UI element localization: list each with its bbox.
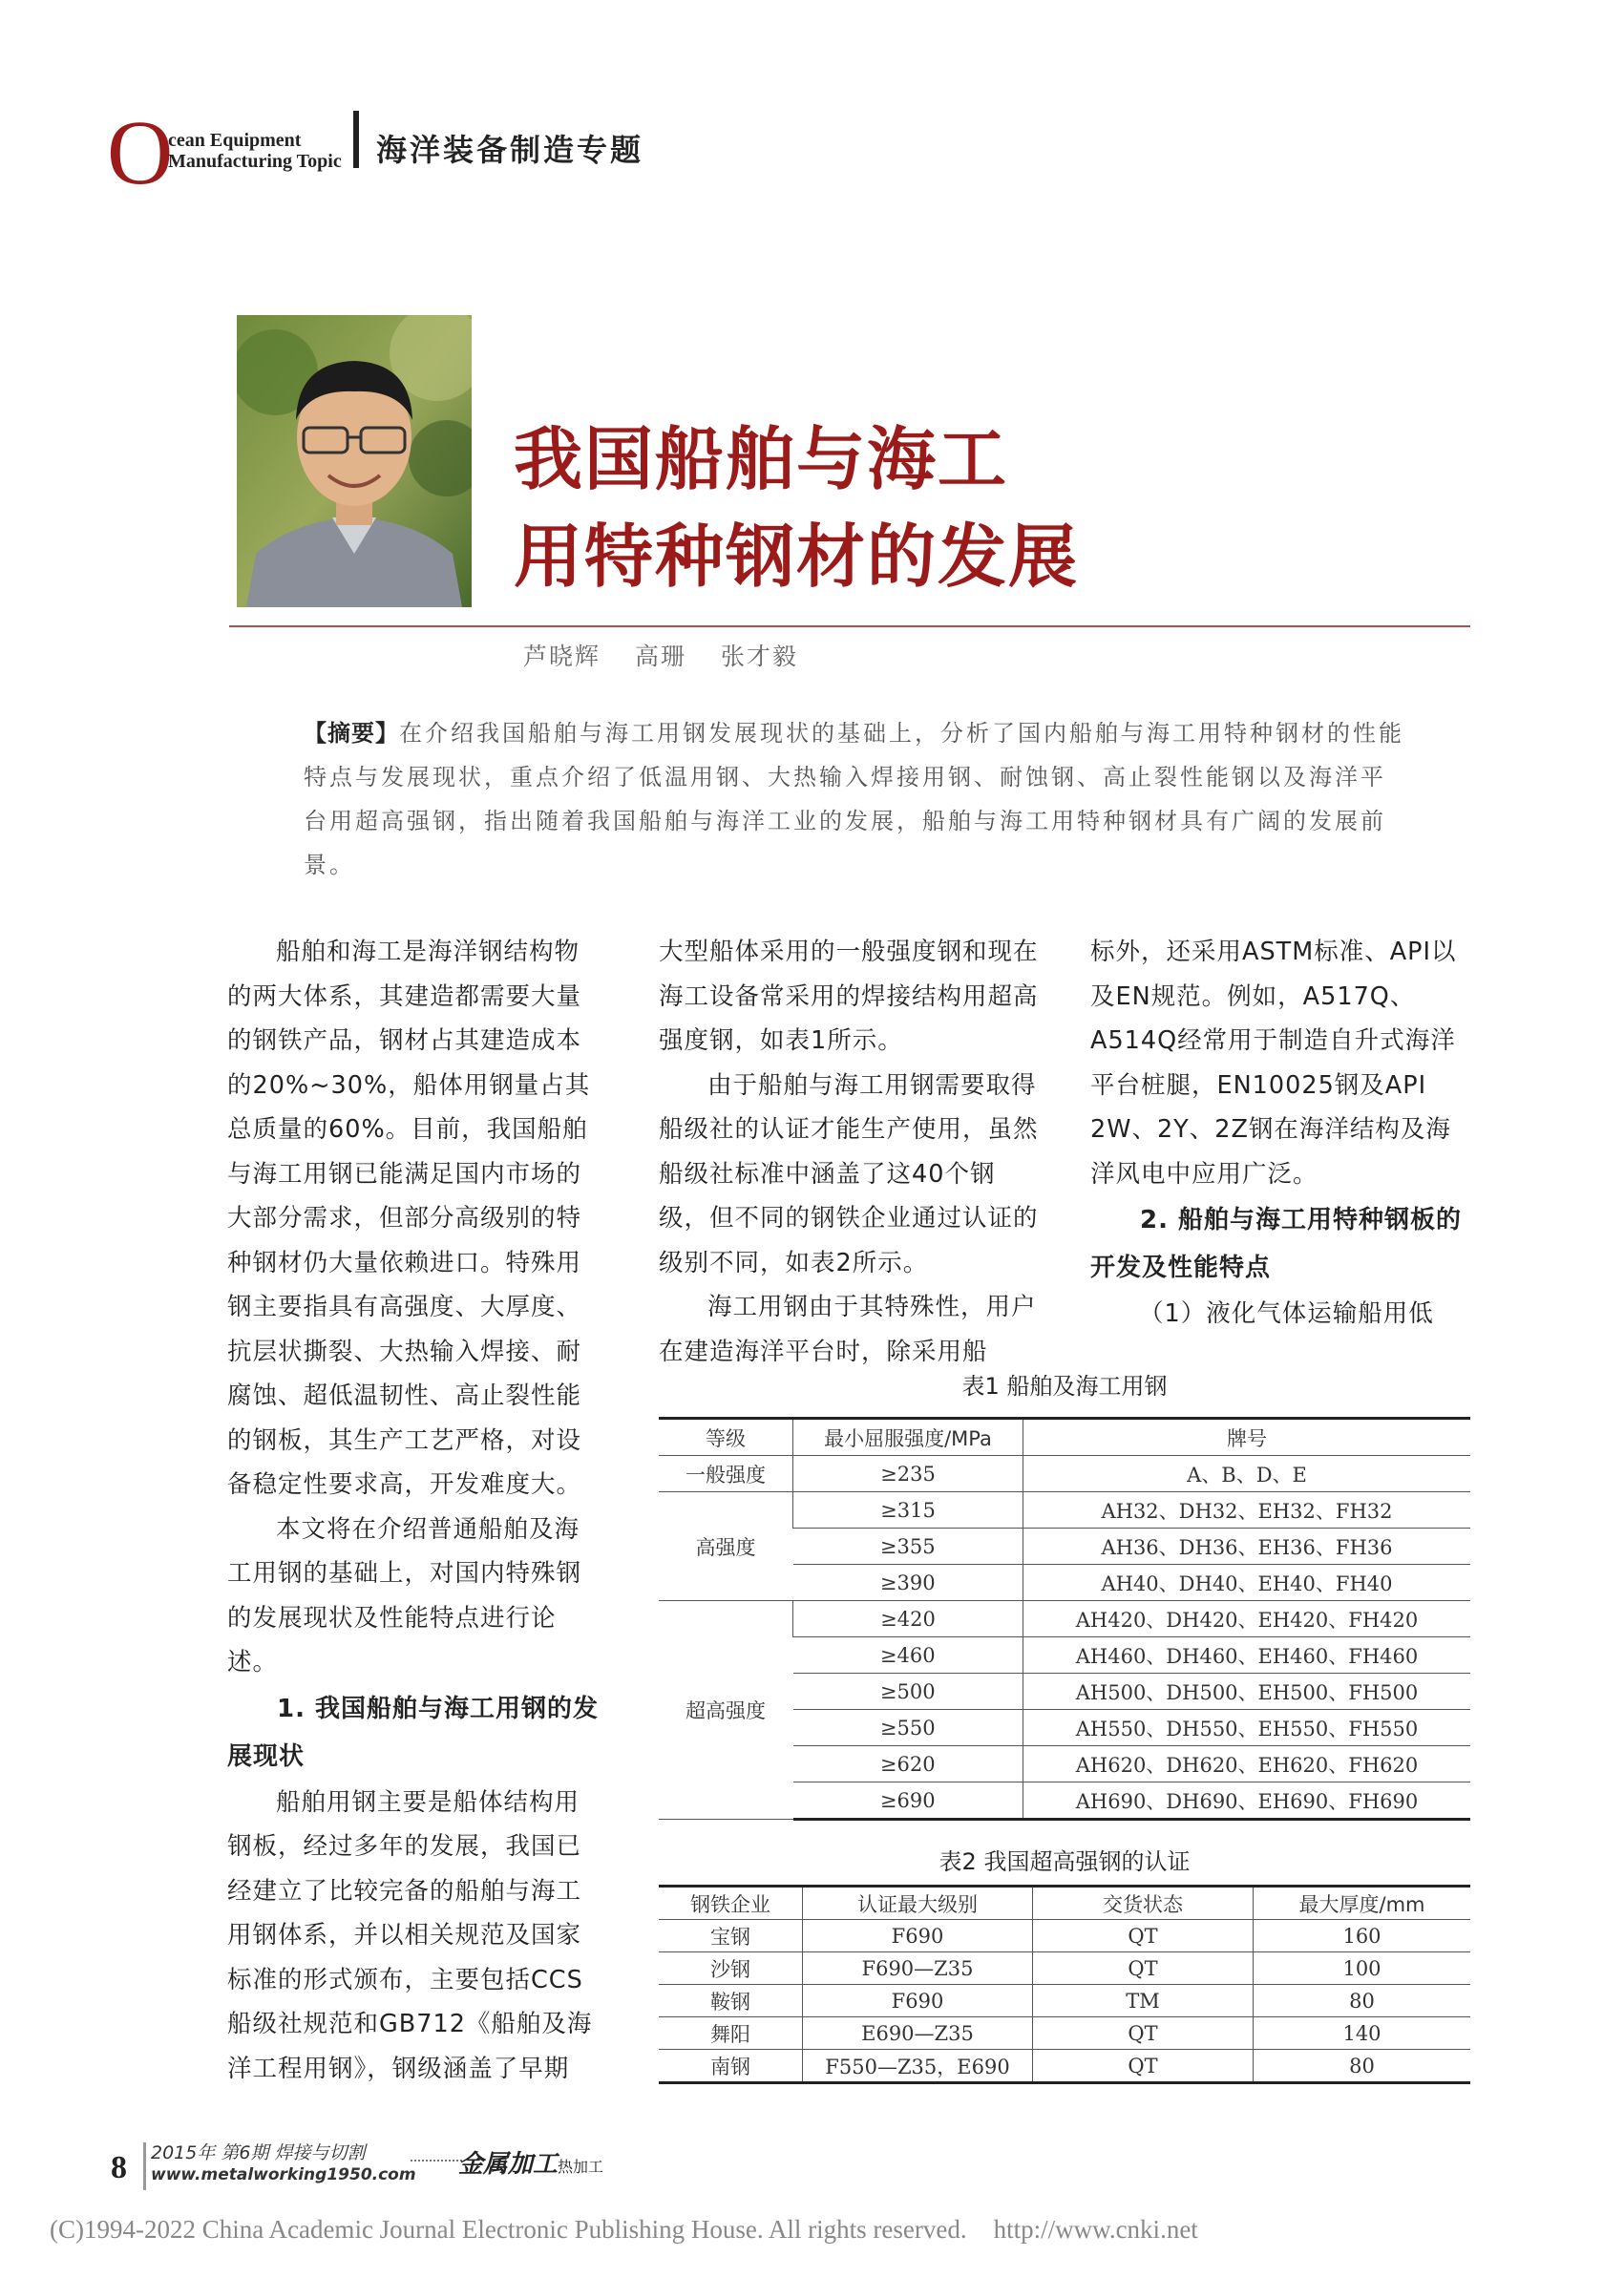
topic-english-line2: Manufacturing Topic xyxy=(168,151,342,172)
table2-state: TM xyxy=(1033,1985,1254,2017)
topic-english-line1: cean Equipment xyxy=(168,130,302,151)
column-3 xyxy=(1090,930,1470,1337)
footer-url: www.metalworking1950.com xyxy=(151,2165,416,2184)
table1-brand: AH32、DH32、EH32、FH32 xyxy=(1023,1492,1471,1529)
table1-strength: ≥550 xyxy=(793,1710,1023,1746)
table2-state: QT xyxy=(1033,2050,1254,2083)
table1-strength: ≥500 xyxy=(793,1674,1023,1710)
table1-brand: AH500、DH500、EH500、FH500 xyxy=(1023,1674,1471,1710)
paragraph-lng: （1）液化气体运输船用低 xyxy=(1139,1299,1434,1328)
table1-brand: AH36、DH36、EH36、FH36 xyxy=(1023,1529,1471,1565)
table-row xyxy=(659,1952,1470,1985)
table-row xyxy=(659,1920,1470,1952)
table2-state: QT xyxy=(1033,1920,1254,1952)
table2-grade: F550—Z35，E690 xyxy=(803,2050,1033,2083)
table1-brand: AH40、DH40、EH40、FH40 xyxy=(1023,1565,1471,1601)
table2-state: QT xyxy=(1033,1952,1254,1985)
table1-header-brand: 牌号 xyxy=(1023,1419,1471,1456)
table2-thickness: 80 xyxy=(1254,2050,1471,2083)
logo-letter: O xyxy=(107,101,174,203)
paragraph-offshore: 海工用钢由于其特殊性，用户在建造海洋平台时，除采用船 xyxy=(659,1293,1037,1366)
table-1 xyxy=(659,1417,1470,1821)
paragraph-intro: 船舶和海工是海洋钢结构物的两大体系，其建造都需要大量的钢铁产品，钢材占其建造成本的20%~30%，船体用钢量占其总质量的60%。目前，我国船舶与海工用钢已能满足国内市场的大部分需求，但部分高级别的特种钢材仍大量依赖进口。特殊用钢主要指具有高强度、大厚度、抗层状撕裂、大热输入焊接、耐腐蚀、超低温韧性、高止裂性能的钢板，其生产工艺严格，对设备稳定性要求高，开发难度大。 xyxy=(227,938,591,1499)
table1-strength: ≥315 xyxy=(793,1492,1023,1529)
table1-strength: ≥420 xyxy=(793,1601,1023,1637)
copyright-text: (C)1994-2022 China Academic Journal Electronic Publishing House. All rights reserved. xyxy=(50,2215,967,2244)
section-heading-2: 2. 船舶与海工用特种钢板的开发及性能特点 xyxy=(1090,1206,1463,1282)
table2-thickness: 160 xyxy=(1254,1920,1471,1952)
authors: 芦晓辉 高珊 张才毅 xyxy=(523,643,798,670)
table2-company: 宝钢 xyxy=(659,1920,803,1952)
abstract-text: 在介绍我国船舶与海工用钢发展现状的基础上，分析了国内船舶与海工用特种钢材的性能特点与发展现状，重点介绍了低温用钢、大热输入焊接用钢、耐蚀钢、高止裂性能钢以及海洋平台用超高强钢，指出随着我国船舶与海洋工业的发展，船舶与海工用特种钢材具有广阔的发展前景。 xyxy=(304,720,1404,878)
table2-caption: 表2 我国超高强钢的认证 xyxy=(939,1848,1191,1875)
table1-brand: A、B、D、E xyxy=(1023,1456,1471,1492)
table2-header-state: 交货状态 xyxy=(1033,1887,1254,1920)
abstract-label: 【摘要】 xyxy=(304,720,399,747)
table1-brand: AH620、DH620、EH620、FH620 xyxy=(1023,1746,1471,1782)
title-rule xyxy=(229,625,1470,627)
table1-strength: ≥620 xyxy=(793,1746,1023,1782)
table1-brand: AH420、DH420、EH420、FH420 xyxy=(1023,1601,1471,1637)
table2-thickness: 140 xyxy=(1254,2017,1471,2050)
copyright xyxy=(50,2215,1198,2245)
topic-english xyxy=(168,130,342,172)
topic-chinese: 海洋装备制造专题 xyxy=(376,132,644,168)
paragraph-ship-steel-cont: 大型船体采用的一般强度钢和现在海工设备常采用的焊接结构用超高强度钢，如表1所示。 xyxy=(659,938,1039,1055)
journal-logo-sub: 热加工 xyxy=(558,2158,604,2176)
table1-strength: ≥235 xyxy=(793,1456,1023,1492)
table2-grade: E690—Z35 xyxy=(803,2017,1033,2050)
column-2 xyxy=(659,930,1041,1374)
table1-header-grade: 等级 xyxy=(659,1419,793,1456)
paragraph-certification: 由于船舶与海工用钢需要取得船级社的认证才能生产使用，虽然船级社标准中涵盖了这40个钢级，但不同的钢铁企业通过认证的级别不同，如表2所示。 xyxy=(659,1070,1039,1277)
table1-grade: 一般强度 xyxy=(659,1456,793,1492)
footer-dots xyxy=(411,2160,462,2162)
table1-strength: ≥390 xyxy=(793,1565,1023,1601)
table1-brand: AH690、DH690、EH690、FH690 xyxy=(1023,1782,1471,1820)
header-divider xyxy=(353,111,359,168)
paragraph-offshore-cont: 标外，还采用ASTM标准、API以及EN规范。例如，A517Q、A514Q经常用于制造自升式海洋平台桩腿，EN10025钢及API 2W、2Y、2Z钢在海洋结构及海洋风电中应用广泛。 xyxy=(1090,938,1457,1189)
table-2 xyxy=(659,1885,1470,2084)
table1-grade: 高强度 xyxy=(659,1492,793,1601)
table1-strength: ≥355 xyxy=(793,1529,1023,1565)
table1-header-strength: 最小屈服强度/MPa xyxy=(793,1419,1023,1456)
table2-company: 鞍钢 xyxy=(659,1985,803,2017)
table2-thickness: 100 xyxy=(1254,1952,1471,1985)
paragraph-outline: 本文将在介绍普通船舶及海工用钢的基础上，对国内特殊钢的发展现状及性能特点进行论述。 xyxy=(227,1514,582,1677)
table2-grade: F690—Z35 xyxy=(803,1952,1033,1985)
table1-brand: AH460、DH460、EH460、FH460 xyxy=(1023,1637,1471,1674)
footer-issue: 2015年 第6期 焊接与切割 xyxy=(151,2142,366,2163)
table1-strength: ≥460 xyxy=(793,1637,1023,1674)
table2-grade: F690 xyxy=(803,1985,1033,2017)
table1-caption: 表1 船舶及海工用钢 xyxy=(961,1373,1168,1400)
table2-grade: F690 xyxy=(803,1920,1033,1952)
column-1 xyxy=(227,930,601,2091)
table1-header-row xyxy=(659,1419,1470,1456)
footer-divider xyxy=(143,2142,146,2190)
paragraph-ship-steel: 船舶用钢主要是船体结构用钢板，经过多年的发展，我国已经建立了比较完备的船舶与海工用钢体系，并以相关规范及国家标准的形式颁布，主要包括CCS船级社规范和GB712《船舶及海洋工程用钢》，钢级涵盖了早期 xyxy=(227,1787,593,2083)
table2-thickness: 80 xyxy=(1254,1985,1471,2017)
table2-header-thickness: 最大厚度/mm xyxy=(1254,1887,1471,1920)
table1-strength: ≥690 xyxy=(793,1782,1023,1820)
table-row xyxy=(659,2050,1470,2083)
table-row xyxy=(659,2017,1470,2050)
section-heading-1: 1. 我国船舶与海工用钢的发展现状 xyxy=(227,1694,600,1771)
table2-header-grade: 认证最大级别 xyxy=(803,1887,1033,1920)
table-row xyxy=(659,1601,1470,1637)
article-title xyxy=(514,411,1258,605)
cnki-link[interactable]: http://www.cnki.net xyxy=(993,2215,1198,2244)
title-line-1: 我国船舶与海工 xyxy=(514,418,1009,499)
page-number: 8 xyxy=(111,2150,127,2185)
table2-state: QT xyxy=(1033,2017,1254,2050)
abstract xyxy=(304,711,1411,887)
table-row xyxy=(659,1492,1470,1529)
journal-logo xyxy=(458,2144,603,2180)
title-line-2: 用特种钢材的发展 xyxy=(514,516,1080,597)
author-photo xyxy=(237,315,472,607)
table2-header-row xyxy=(659,1887,1470,1920)
journal-logo-main: 金属加工 xyxy=(458,2150,559,2179)
table1-brand: AH550、DH550、EH550、FH550 xyxy=(1023,1710,1471,1746)
table-row xyxy=(659,1985,1470,2017)
table2-header-company: 钢铁企业 xyxy=(659,1887,803,1920)
table2-company: 南钢 xyxy=(659,2050,803,2083)
table2-company: 沙钢 xyxy=(659,1952,803,1985)
table1-grade: 超高强度 xyxy=(659,1601,793,1820)
table2-company: 舞阳 xyxy=(659,2017,803,2050)
table-row xyxy=(659,1456,1470,1492)
